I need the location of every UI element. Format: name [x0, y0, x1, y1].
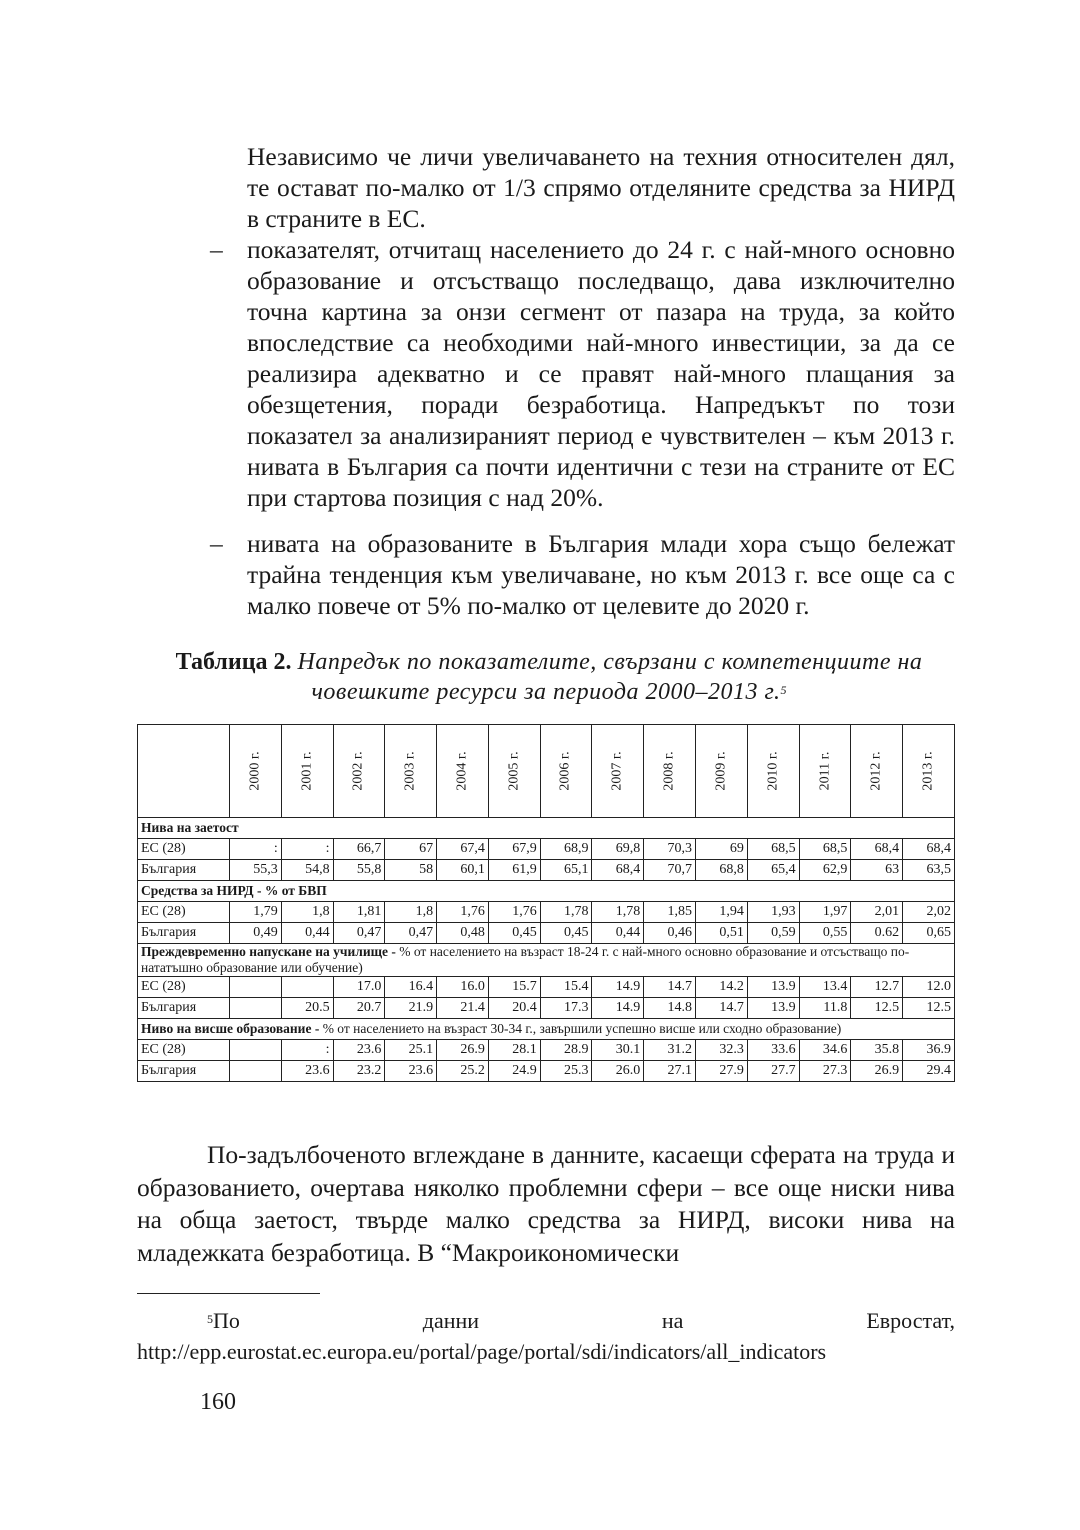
value-cell: 36.9	[903, 1040, 955, 1061]
value-cell: 67,4	[437, 839, 489, 860]
value-cell: 55,3	[230, 860, 282, 881]
year-header-cell	[385, 725, 437, 818]
year-header-cell	[592, 725, 644, 818]
row-label: ЕС (28)	[138, 977, 230, 998]
row-label: България	[138, 1061, 230, 1082]
value-cell: 23.6	[333, 1040, 385, 1061]
paragraph-top: Независимо че личи увеличаването на техния относителен дял, те остават по-малко от 1/3 спрямо отделяните средства за НИРД в страните в ЕС.	[247, 142, 955, 233]
row-label: ЕС (28)	[138, 1040, 230, 1061]
value-cell: 20.4	[488, 998, 540, 1019]
section-title-cell	[138, 818, 955, 839]
section-header-row	[138, 881, 955, 902]
value-cell: 12.7	[851, 977, 903, 998]
table-caption	[143, 647, 955, 707]
value-cell: 65,1	[540, 860, 592, 881]
paragraph-bottom	[137, 1139, 955, 1269]
bullet-item	[210, 528, 955, 621]
year-header-cell	[333, 725, 385, 818]
data-table	[137, 724, 955, 1082]
value-cell: 1,78	[592, 902, 644, 923]
value-cell: 0,51	[696, 923, 748, 944]
value-cell: 0.62	[851, 923, 903, 944]
value-cell: 14.2	[696, 977, 748, 998]
year-label: 2006 г.	[558, 751, 574, 791]
row-label: ЕС (28)	[138, 839, 230, 860]
value-cell: 24.9	[488, 1061, 540, 1082]
value-cell: 60,1	[437, 860, 489, 881]
bullet-item	[210, 234, 955, 513]
value-cell: 21.4	[437, 998, 489, 1019]
value-cell: 68,4	[592, 860, 644, 881]
value-cell: 68,8	[696, 860, 748, 881]
value-cell: 30.1	[592, 1040, 644, 1061]
value-cell: 27.7	[747, 1061, 799, 1082]
value-cell: 1,8	[281, 902, 333, 923]
value-cell: 1,97	[799, 902, 851, 923]
bullet-text: показателят, отчитащ населението до 24 г. с най-много основно образование и отсъстващо последващо, дава изключително точна картина за онзи сегмент от пазара на труда, за който впоследствие са необходими най-много инвестиции, за да се реализира адекватно и се правят най-много плащания за обезщетения, поради безработица. Напредъкът по този показател за анализираният период е чувствителен – към 2013 г. нивата в България са почти идентични с тези на страните от ЕС при стартова позиция с над 20%.	[247, 235, 955, 512]
value-cell: 54,8	[281, 860, 333, 881]
value-cell: 1,81	[333, 902, 385, 923]
value-cell: 16.0	[437, 977, 489, 998]
value-cell: 20.7	[333, 998, 385, 1019]
value-cell: 20.5	[281, 998, 333, 1019]
year-label: 2008 г.	[661, 751, 677, 791]
section-title: Нива на заетост	[141, 820, 239, 835]
section-header-row	[138, 818, 955, 839]
value-cell: 70,3	[644, 839, 696, 860]
row-label: ЕС (28)	[138, 902, 230, 923]
section-title: Средства за НИРД - % от БВП	[141, 883, 327, 898]
value-cell: 0,55	[799, 923, 851, 944]
value-cell: 0,49	[230, 923, 282, 944]
value-cell: 15.4	[540, 977, 592, 998]
value-cell: 12.5	[851, 998, 903, 1019]
bullet-text: нивата на образованите в България млади хора също бележат трайна тенденция към увеличаване, но към 2013 г. все още са с малко повече от 5% по-малко от целевите до 2020 г.	[247, 529, 955, 620]
value-cell: 1,93	[747, 902, 799, 923]
value-cell: 34.6	[799, 1040, 851, 1061]
value-cell: 62,9	[799, 860, 851, 881]
year-header-cell	[851, 725, 903, 818]
value-cell: 28.1	[488, 1040, 540, 1061]
value-cell: 2,01	[851, 902, 903, 923]
value-cell: 25.3	[540, 1061, 592, 1082]
value-cell: 33.6	[747, 1040, 799, 1061]
paragraph-bottom-text: По-задълбоченото вглеждане в данните, касаещи сферата на труда и образованието, очертава няколко проблемни сфери – все още ниски нива на обща заетост, твърде малко средства за НИРД, високи нива на младежката безработица. В “Макроикономически	[137, 1140, 955, 1267]
year-label: 2012 г.	[868, 751, 884, 791]
value-cell: 69	[696, 839, 748, 860]
value-cell: 58	[385, 860, 437, 881]
value-cell: 68,5	[799, 839, 851, 860]
section-description: % от населението на възраст 18-24 г. с най-много основно образование и отсъстващо по-нататъшно образование или обучение)	[141, 944, 910, 975]
value-cell: 1,76	[437, 902, 489, 923]
section-title: Преждевременно напускане на училище -	[141, 944, 396, 959]
year-header-cell	[437, 725, 489, 818]
year-header-cell	[281, 725, 333, 818]
value-cell: 2,02	[903, 902, 955, 923]
value-cell: 1,94	[696, 902, 748, 923]
footnote-mark: 5	[207, 1312, 213, 1326]
value-cell: 66,7	[333, 839, 385, 860]
table-row	[138, 923, 955, 944]
year-label: 2000 г.	[247, 751, 263, 791]
value-cell: 68,4	[903, 839, 955, 860]
year-header-cell	[799, 725, 851, 818]
value-cell: 0,47	[333, 923, 385, 944]
table-row	[138, 1040, 955, 1061]
value-cell: 65,4	[747, 860, 799, 881]
value-cell: :	[230, 839, 282, 860]
value-cell: 29.4	[903, 1061, 955, 1082]
value-cell: 35.8	[851, 1040, 903, 1061]
value-cell: :	[281, 839, 333, 860]
value-cell: 0,44	[281, 923, 333, 944]
value-cell: 23.2	[333, 1061, 385, 1082]
value-cell: 17.0	[333, 977, 385, 998]
footnote	[137, 1305, 955, 1367]
footnote-reference: 5	[780, 683, 787, 697]
year-label: 2011 г.	[816, 751, 832, 791]
value-cell: 26.9	[851, 1061, 903, 1082]
table-corner-cell	[138, 725, 230, 818]
value-cell: 0,48	[437, 923, 489, 944]
value-cell: 26.9	[437, 1040, 489, 1061]
value-cell: 0,44	[592, 923, 644, 944]
value-cell: 11.8	[799, 998, 851, 1019]
value-cell: 1,85	[644, 902, 696, 923]
value-cell	[230, 1040, 282, 1061]
year-label: 2001 г.	[299, 751, 315, 791]
value-cell: 13.9	[747, 977, 799, 998]
table-row	[138, 902, 955, 923]
value-cell: 14.7	[644, 977, 696, 998]
value-cell: 17.3	[540, 998, 592, 1019]
value-cell: 27.1	[644, 1061, 696, 1082]
value-cell: 28.9	[540, 1040, 592, 1061]
value-cell: 21.9	[385, 998, 437, 1019]
value-cell: 67	[385, 839, 437, 860]
value-cell: 1,8	[385, 902, 437, 923]
value-cell: 69,8	[592, 839, 644, 860]
table-row	[138, 1061, 955, 1082]
value-cell	[281, 977, 333, 998]
value-cell: 0,59	[747, 923, 799, 944]
value-cell: 25.1	[385, 1040, 437, 1061]
page-number: 160	[200, 1389, 236, 1415]
table-caption-label: Таблица 2.	[175, 649, 292, 675]
bullet-dash: –	[210, 235, 223, 264]
year-label: 2007 г.	[609, 751, 625, 791]
row-label: България	[138, 923, 230, 944]
value-cell: 12.5	[903, 998, 955, 1019]
year-header-cell	[696, 725, 748, 818]
value-cell: 13.4	[799, 977, 851, 998]
value-cell: 25.2	[437, 1061, 489, 1082]
table-header-row	[138, 725, 955, 818]
value-cell: 0,65	[903, 923, 955, 944]
value-cell: 63	[851, 860, 903, 881]
value-cell: 70,7	[644, 860, 696, 881]
section-title-cell	[138, 881, 955, 902]
year-header-cell	[903, 725, 955, 818]
row-label: България	[138, 998, 230, 1019]
year-label: 2009 г.	[713, 751, 729, 791]
value-cell: 0,46	[644, 923, 696, 944]
bullet-dash: –	[210, 529, 223, 558]
value-cell: 15.7	[488, 977, 540, 998]
value-cell: 27.9	[696, 1061, 748, 1082]
value-cell: 16.4	[385, 977, 437, 998]
year-header-cell	[747, 725, 799, 818]
year-label: 2003 г.	[402, 751, 418, 791]
value-cell: 14.9	[592, 998, 644, 1019]
value-cell: 27.3	[799, 1061, 851, 1082]
value-cell: 61,9	[488, 860, 540, 881]
year-header-cell	[488, 725, 540, 818]
value-cell: 0,47	[385, 923, 437, 944]
value-cell	[230, 998, 282, 1019]
section-title-cell	[138, 944, 955, 977]
value-cell: 1,76	[488, 902, 540, 923]
section-title: Ниво на висше образование -	[141, 1021, 320, 1036]
year-label: 2010 г.	[765, 751, 781, 791]
value-cell: :	[281, 1040, 333, 1061]
table-row	[138, 839, 955, 860]
year-header-cell	[644, 725, 696, 818]
value-cell: 67,9	[488, 839, 540, 860]
section-header-row	[138, 1019, 955, 1040]
value-cell: 68,5	[747, 839, 799, 860]
value-cell: 31.2	[644, 1040, 696, 1061]
value-cell: 14.7	[696, 998, 748, 1019]
year-label: 2002 г.	[350, 751, 366, 791]
table-row	[138, 860, 955, 881]
row-label: България	[138, 860, 230, 881]
value-cell: 14.9	[592, 977, 644, 998]
footnote-divider	[137, 1293, 320, 1294]
value-cell: 14.8	[644, 998, 696, 1019]
value-cell: 68,9	[540, 839, 592, 860]
value-cell: 12.0	[903, 977, 955, 998]
value-cell: 1,79	[230, 902, 282, 923]
value-cell: 23.6	[385, 1061, 437, 1082]
year-label: 2013 г.	[920, 751, 936, 791]
year-label: 2004 г.	[454, 751, 470, 791]
value-cell: 23.6	[281, 1061, 333, 1082]
year-header-cell	[230, 725, 282, 818]
value-cell: 68,4	[851, 839, 903, 860]
value-cell: 32.3	[696, 1040, 748, 1061]
value-cell: 26.0	[592, 1061, 644, 1082]
table-row	[138, 998, 955, 1019]
value-cell: 0,45	[540, 923, 592, 944]
value-cell: 55,8	[333, 860, 385, 881]
section-header-row	[138, 944, 955, 977]
table-caption-text: Напредък по показателите, свързани с компетенциите на човешките ресурси за периода 2000–2013 г.	[297, 649, 923, 705]
value-cell: 1,78	[540, 902, 592, 923]
year-label: 2005 г.	[506, 751, 522, 791]
year-header-cell	[540, 725, 592, 818]
section-title-cell	[138, 1019, 955, 1040]
table-row	[138, 977, 955, 998]
value-cell: 63,5	[903, 860, 955, 881]
section-description: % от населението на възраст 30-34 г., завършили успешно висше или сходно образование)	[322, 1021, 842, 1036]
value-cell: 13.9	[747, 998, 799, 1019]
footnote-text: По данни на Евростат, http://epp.eurostat.ec.europa.eu/portal/page/portal/sdi/indicators/all_indicators	[137, 1308, 955, 1364]
value-cell	[230, 977, 282, 998]
value-cell	[230, 1061, 282, 1082]
value-cell: 0,45	[488, 923, 540, 944]
